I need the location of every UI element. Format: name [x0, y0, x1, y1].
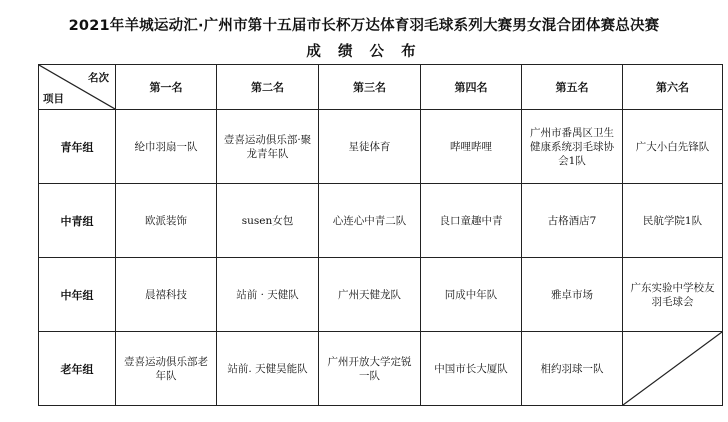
results-table: [38, 64, 723, 406]
column-header: 第三名: [319, 65, 421, 110]
corner-cell: [39, 65, 116, 110]
page-subtitle: 成 绩 公 布: [306, 44, 422, 60]
result-cell: 壹喜运动俱乐部·聚龙青年队: [217, 110, 319, 184]
column-header: 第五名: [522, 65, 623, 110]
result-cell: 雅卓市场: [522, 258, 623, 332]
table-row: [39, 332, 723, 406]
result-cell: 广东实验中学校友羽毛球会: [623, 258, 723, 332]
result-cell: 广州市番禺区卫生健康系统羽毛球协会1队: [522, 110, 623, 184]
result-cell: 晨禧科技: [116, 258, 217, 332]
result-cell: 广州开放大学定锐一队: [319, 332, 421, 406]
result-cell: 心连心中青二队: [319, 184, 421, 258]
table-row: [39, 184, 723, 258]
result-cell: 欧派装饰: [116, 184, 217, 258]
group-label: 中青组: [39, 184, 116, 258]
result-cell: 广州天健龙队: [319, 258, 421, 332]
result-cell: 相约羽球一队: [522, 332, 623, 406]
column-header: 第六名: [623, 65, 723, 110]
diagonal-slash: [623, 332, 722, 405]
column-header: 第二名: [217, 65, 319, 110]
group-label: 中年组: [39, 258, 116, 332]
result-cell: 同成中年队: [421, 258, 522, 332]
result-cell: 良口童趣中青: [421, 184, 522, 258]
header-row: [39, 65, 723, 110]
empty-cell: [623, 332, 723, 406]
page-title: 2021年羊城运动汇·广州市第十五届市长杯万达体育羽毛球系列大赛男女混合团体赛总决赛: [68, 18, 660, 34]
result-cell: 哔哩哔哩: [421, 110, 522, 184]
result-cell: 站前 · 天健队: [217, 258, 319, 332]
group-label: 青年组: [39, 110, 116, 184]
result-cell: 纶巾羽扇一队: [116, 110, 217, 184]
group-label: 老年组: [39, 332, 116, 406]
result-cell: 壹喜运动俱乐部老年队: [116, 332, 217, 406]
result-cell: 广大小白先锋队: [623, 110, 723, 184]
result-cell: 中国市长大厦队: [421, 332, 522, 406]
corner-label-category: 项目: [43, 93, 64, 105]
result-cell: 古格酒店7: [522, 184, 623, 258]
table-row: [39, 110, 723, 184]
result-cell: 星徒体育: [319, 110, 421, 184]
corner-label-rank: 名次: [88, 72, 109, 84]
column-header: 第四名: [421, 65, 522, 110]
result-cell: 民航学院1队: [623, 184, 723, 258]
result-cell: susen女包: [217, 184, 319, 258]
column-header: 第一名: [116, 65, 217, 110]
result-cell: 站前. 天健昊能队: [217, 332, 319, 406]
table-row: [39, 258, 723, 332]
